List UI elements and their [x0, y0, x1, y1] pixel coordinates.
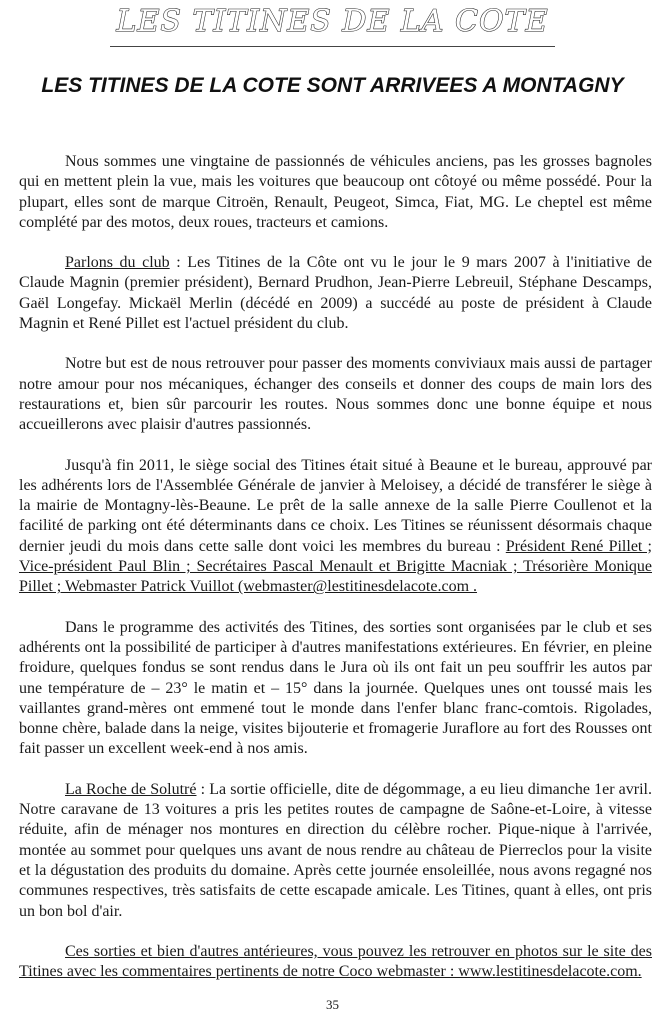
roche-heading: La Roche de Solutré [65, 780, 197, 798]
paragraph-club [19, 253, 652, 334]
running-header: LES TITINES DE LA COTE [116, 4, 549, 39]
seat-text: Jusqu'à fin 2011, le siège social des Titines était situé à Beaune et le bureau, approuvé par les adhérents lors de l'Assemblée Générale de janvier à Meloisey, a décidé de transférer le siège à la mairie de Montagny-lès-Beaune. Le prêt de la salle annexe de la salle Pierre Coullenot et la facilité de parking ont été déterminants dans ce choix. Les Titines se réunissent désormais chaque dernier jeudi du mois dans cette salle dont voici les membres du bureau : [19, 456, 652, 555]
club-heading: Parlons du club [65, 254, 170, 272]
club-text: : Les Titines de la Côte ont vu le jour le 9 mars 2007 à l'initiative de Claude Magnin (premier président), Bernard Prudhon, Jean-Pierre Lebreuil, Stéphane Descamps, Gaël Longefay. Mickaël Merlin (décédé en 2009) a succédé au poste de président à Claude Magnin et René Pillet est l'actuel président du club. [19, 254, 652, 333]
paragraph-intro: Nous sommes une vingtaine de passionnés de véhicules anciens, pas les grosses bagnoles qui en mettent plein la vue, mais les voitures que beaucoup ont côtoyé ou même possédé. Pour la plupart, elles sont de marque Citroën, Renault, Peugeot, Simca, Fiat, MG. Le cheptel est même complété par des motos, deux roues, tracteurs et camions. [19, 153, 652, 231]
header-rule [110, 46, 555, 47]
roche-text: : La sortie officielle, dite de dégommage, a eu lieu dimanche 1er avril. Notre caravane de 13 voitures a pris les petites routes de campagne de Saône-et-Loire, à vitesse réduite, afin de ménager nos montures en direction du célèbre rocher. Pique-nique à l'arrivée, montée au sommet pour quelques uns avant de nous rendre au château de Pierreclos pour la visite et la dégustation des produits du domaine. Après cette journée ensoleillée, nous avons regagné nos communes respectives, très satisfaits de cette escapade amicale. Les Titines, quant à elles, ont pris un bon bol d'air. [19, 780, 652, 920]
page-number: 35 [326, 997, 339, 1012]
bureau-members: Président René Pillet ; Vice-président Paul Blin ; Secrétaires Pascal Menault et Brigitte Macniak ; Trésorière Monique Pillet ; Webmaster Patrick Vuillot (webmaster@lestitinesdelacote.com . [19, 537, 653, 596]
paragraph-closing: Ces sorties et bien d'autres antérieures, vous pouvez les retrouver en photos sur le site des Titines avec les commentaires pertinents de notre Coco webmaster : www.lestitinesdelacote.com. [19, 942, 652, 981]
paragraph-seat [19, 456, 652, 598]
paragraph-activities: Dans le programme des activités des Titines, des sorties sont organisées par le club et ses adhérents ont la possibilité de participer à d'autres manifestations extérieures. En février, en pleine froidure, quelques fondus se sont rendus dans le Jura où ils ont fait un peu souffrir les autos par une température de – 23° le matin et – 15° dans la journée. Quelques unes ont toussé mais les vaillantes grand-mères ont emmené tout le monde dans l'enfer blanc franc-comtois. Rigolades, bonne chère, balade dans la neige, visites bijouterie et fromagerie Juraflore au fort des Rousses ont fait passer un excellent week-end à nos amis. [19, 618, 652, 758]
paragraph-roche [19, 780, 652, 922]
paragraph-goal: Notre but est de nous retrouver pour passer des moments conviviaux mais aussi de partager notre amour pour nos mécaniques, échanger des conseils et donner des coups de main lors des restaurations et, bien sûr parcourir les routes. Nous sommes donc une bonne équipe et nous accueillerons avec plaisir d'autres passionnés. [19, 355, 652, 434]
article-body [19, 152, 652, 1002]
article-title: LES TITINES DE LA COTE SONT ARRIVEES A MONTAGNY [41, 74, 624, 97]
